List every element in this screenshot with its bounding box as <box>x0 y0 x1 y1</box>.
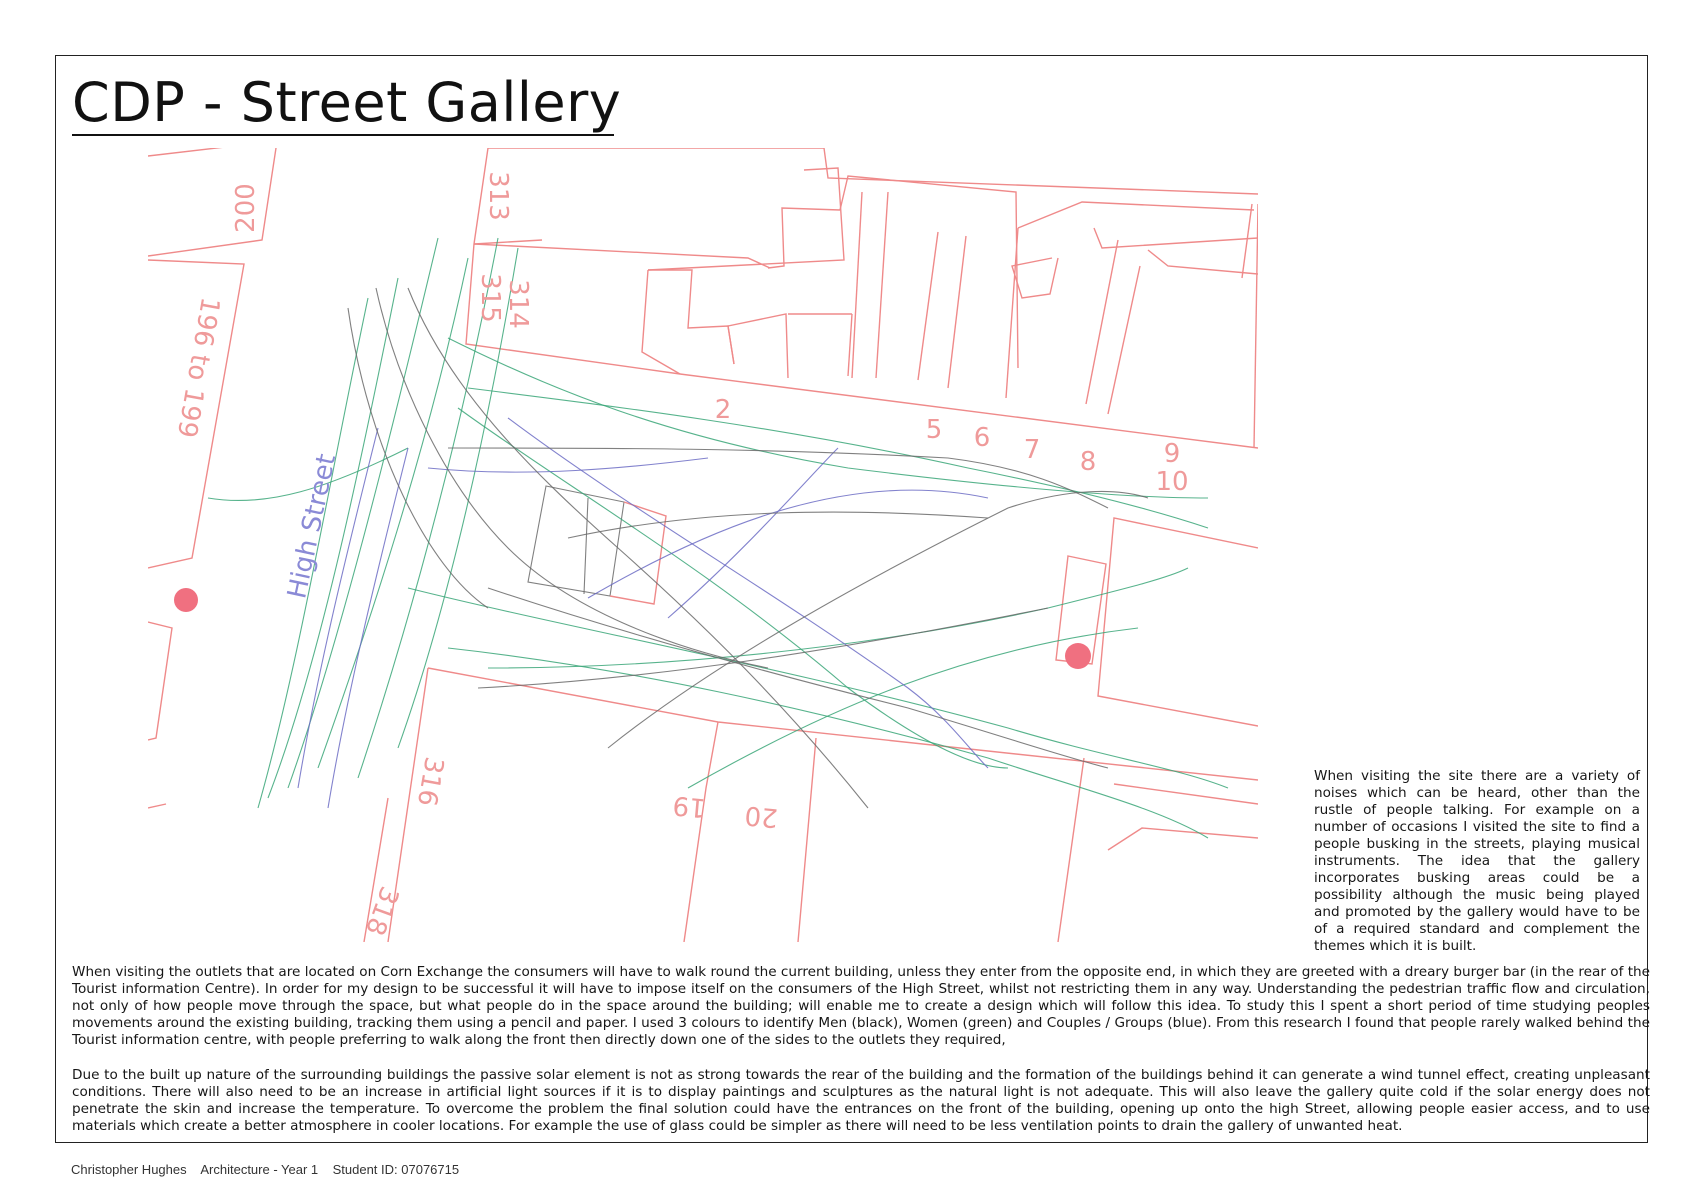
title-underline <box>72 134 614 136</box>
footer-author: Christopher Hughes <box>71 1162 187 1177</box>
footer-student-id: Student ID: 07076715 <box>332 1162 460 1177</box>
building-number-200: 200 <box>231 183 261 233</box>
pedestrian-paths <box>208 238 1228 838</box>
footer-credits <box>71 1162 459 1178</box>
marker-left <box>174 588 198 612</box>
paragraph-environment: Due to the built up nature of the surrounding buildings the passive solar element is not as strong towards the rear of the building and the formation of the buildings behind it can generate a wind tunnel effect, creating unpleasant conditions. There will also need to be an increase in artificial light sources if it is to display paintings and sculptures as the natural light is not adequate. This will also leave the gallery quite cold if the solar energy does not penetrate the skin and increase the temperature. To overcome the problem the final solution could have the entrances on the front of the building, opening up onto the high Street, allowing people easier access, and to use materials which create a better atmosphere in cooler locations. For example the use of glass could be simpler as there will need to be less ventilation points to drain the gallery of unwanted heat. <box>72 1067 1650 1134</box>
body-text <box>72 964 1650 1153</box>
building-number-315: 315 <box>475 273 505 323</box>
marker-right <box>1065 643 1091 669</box>
building-number-5: 5 <box>925 415 943 445</box>
building-number-9: 9 <box>1163 439 1181 469</box>
drawing-sheet <box>55 55 1651 1143</box>
building-number-6: 6 <box>973 423 991 453</box>
building-number-196-199: 196 to 199 <box>170 294 225 440</box>
building-numbers <box>171 171 1189 939</box>
side-note: When visiting the site there are a variety of noises which can be heard, other than the rustle of people talking. For example on a number of occasions I visited the site to find a people busking in the streets, playing musical instruments. The idea that the gallery incorporates busking areas could be a possibility although the music being played and promoted by the gallery would have to be of a required standard and complement the themes which it is built. <box>1314 768 1640 954</box>
building-number-8: 8 <box>1079 447 1097 477</box>
building-number-2: 2 <box>714 395 732 425</box>
building-outlines-right <box>1056 518 1258 850</box>
building-number-20: 20 <box>743 799 780 833</box>
building-outlines-left <box>148 148 276 808</box>
footer-course: Architecture - Year 1 <box>200 1162 319 1177</box>
site-plan-sketch <box>148 148 1258 942</box>
building-outlines-bottom <box>364 668 1258 942</box>
building-number-318: 318 <box>358 882 405 940</box>
building-number-314: 314 <box>503 279 533 329</box>
existing-building <box>528 486 666 604</box>
street-label: High Street <box>282 451 343 602</box>
building-number-7: 7 <box>1023 435 1041 465</box>
paragraph-pedestrian-study: When visiting the outlets that are located on Corn Exchange the consumers will have to walk round the current building, unless they enter from the opposite end, in which they are greeted with a dreary burger bar (in the rear of the Tourist information Centre). In order for my design to be successful it will have to impose itself on the consumers of the High Street, whilst not restricting them in any way. Understanding the pedestrian traffic flow and circulation, not only of how people move through the space, but what people do in the space around the building; will enable me to create a design which will follow this idea. To study this I spent a short period of time studying peoples movements around the existing building, tracking them using a pencil and paper. I used 3 colours to identify Men (black), Women (green) and Couples / Groups (blue). From this research I found that people rarely walked behind the Tourist information centre, with people preferring to walk along the front then directly down one of the sides to the outlets they required, <box>72 964 1651 1048</box>
building-number-19: 19 <box>671 789 708 823</box>
building-number-316: 316 <box>410 754 449 809</box>
building-number-10: 10 <box>1155 467 1189 497</box>
page-title: CDP - Street Gallery <box>72 71 622 134</box>
building-number-313: 313 <box>483 171 513 221</box>
